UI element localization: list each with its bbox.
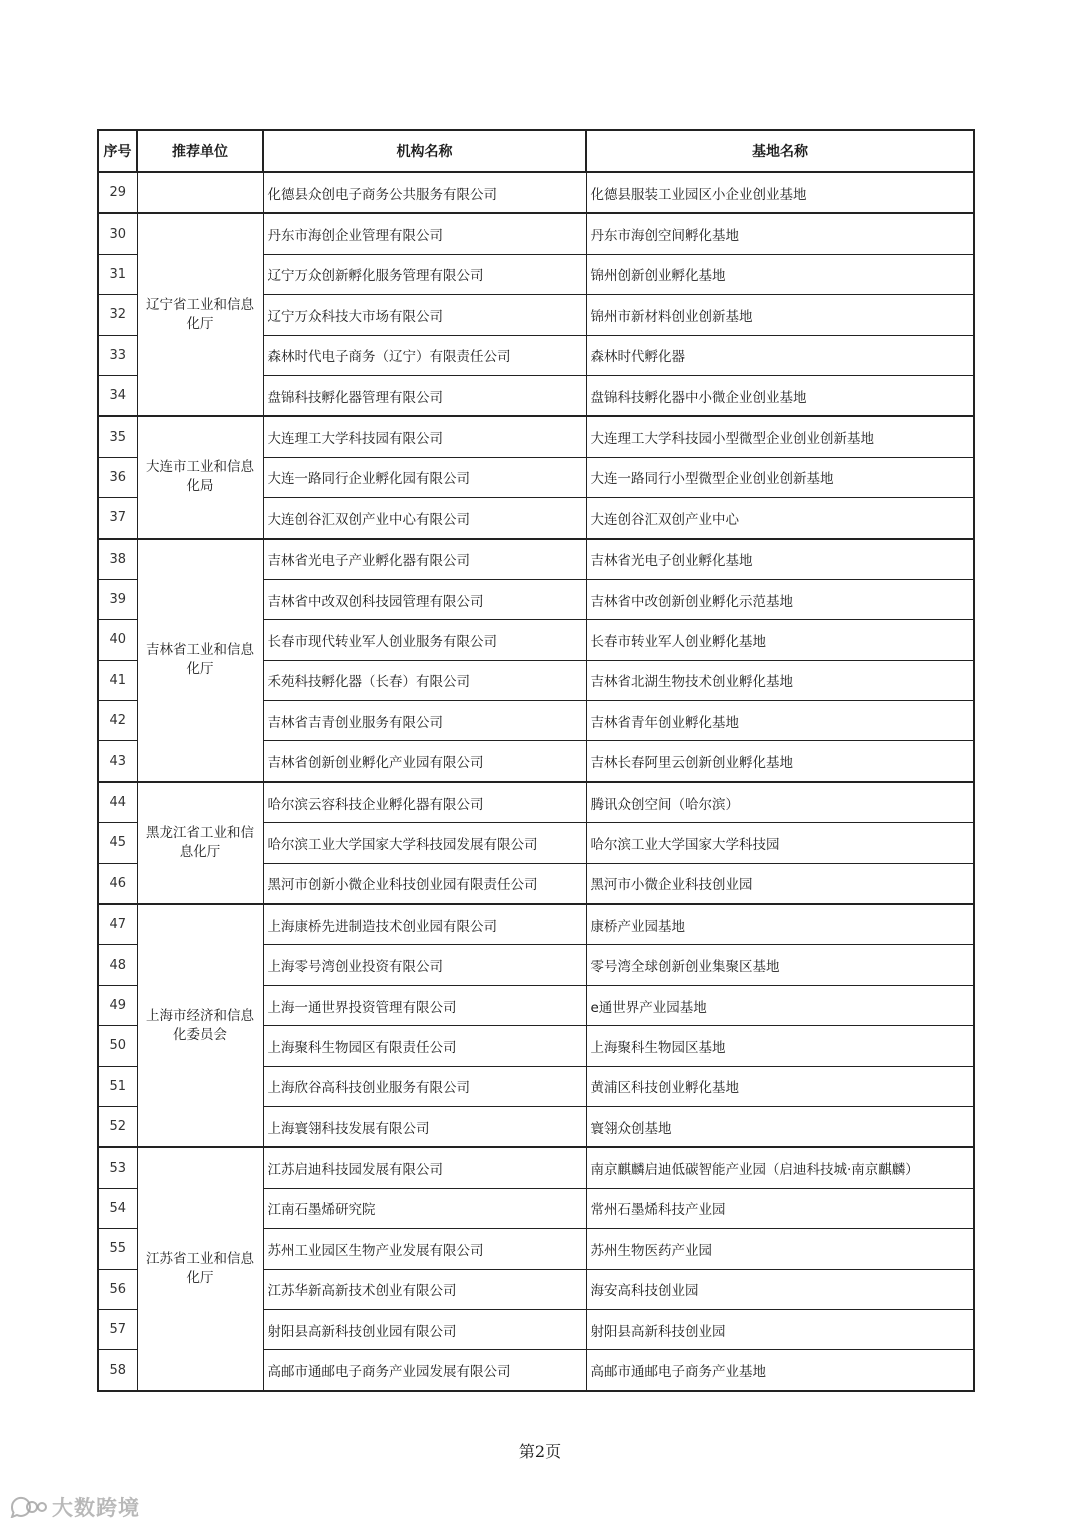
organization-name-cell: 上海零号湾创业投资有限公司 xyxy=(263,945,586,985)
header-index: 序号 xyxy=(98,130,137,172)
organization-name-cell: 哈尔滨工业大学国家大学科技园发展有限公司 xyxy=(263,823,586,863)
row-index: 42 xyxy=(98,701,137,741)
table-body xyxy=(98,172,974,1391)
recommending-unit-cell: 江苏省工业和信息化厅 xyxy=(137,1147,263,1390)
recommending-unit-cell: 黑龙江省工业和信息化厅 xyxy=(137,782,263,904)
header-recommending-unit: 推荐单位 xyxy=(137,130,263,172)
row-index: 58 xyxy=(98,1350,137,1391)
organization-name-cell: 丹东市海创企业管理有限公司 xyxy=(263,213,586,254)
base-name-cell: 大连一路同行小型微型企业创业创新基地 xyxy=(586,457,974,497)
organization-name-cell: 上海寰翎科技发展有限公司 xyxy=(263,1106,586,1147)
base-name-cell: 长春市转业军人创业孵化基地 xyxy=(586,620,974,660)
row-index: 31 xyxy=(98,254,137,294)
recommending-unit-cell: 吉林省工业和信息化厅 xyxy=(137,539,263,782)
row-index: 30 xyxy=(98,213,137,254)
base-name-cell: 吉林省光电子创业孵化基地 xyxy=(586,539,974,580)
watermark xyxy=(8,1492,140,1522)
row-index: 48 xyxy=(98,945,137,985)
organization-name-cell: 高邮市通邮电子商务产业园发展有限公司 xyxy=(263,1350,586,1391)
row-index: 45 xyxy=(98,823,137,863)
row-index: 39 xyxy=(98,579,137,619)
organization-name-cell: 辽宁万众科技大市场有限公司 xyxy=(263,295,586,335)
row-index: 38 xyxy=(98,539,137,580)
organization-name-cell: 禾苑科技孵化器（长春）有限公司 xyxy=(263,660,586,700)
base-name-cell: 锦州市新材料创业创新基地 xyxy=(586,295,974,335)
row-index: 32 xyxy=(98,295,137,335)
organization-name-cell: 江苏启迪科技园发展有限公司 xyxy=(263,1147,586,1188)
table-row xyxy=(98,904,974,945)
row-index: 57 xyxy=(98,1309,137,1349)
table-row xyxy=(98,172,974,213)
organization-name-cell: 盘锦科技孵化器管理有限公司 xyxy=(263,375,586,416)
recommending-unit-cell: 辽宁省工业和信息化厅 xyxy=(137,213,263,416)
recommending-unit-cell: 上海市经济和信息化委员会 xyxy=(137,904,263,1147)
base-name-cell: 大连创谷汇双创产业中心 xyxy=(586,498,974,539)
header-base-name: 基地名称 xyxy=(586,130,974,172)
organization-name-cell: 森林时代电子商务（辽宁）有限责任公司 xyxy=(263,335,586,375)
base-name-cell: 大连理工大学科技园小型微型企业创业创新基地 xyxy=(586,416,974,457)
base-name-cell: 苏州生物医药产业园 xyxy=(586,1229,974,1269)
base-name-cell: 射阳县高新科技创业园 xyxy=(586,1309,974,1349)
row-index: 33 xyxy=(98,335,137,375)
table-row xyxy=(98,416,974,457)
base-name-cell: 高邮市通邮电子商务产业基地 xyxy=(586,1350,974,1391)
row-index: 50 xyxy=(98,1026,137,1066)
recommending-unit-cell xyxy=(137,172,263,213)
row-index: 44 xyxy=(98,782,137,823)
row-index: 46 xyxy=(98,863,137,904)
organization-name-cell: 辽宁万众创新孵化服务管理有限公司 xyxy=(263,254,586,294)
row-index: 35 xyxy=(98,416,137,457)
base-name-cell: 黑河市小微企业科技创业园 xyxy=(586,863,974,904)
organization-name-cell: 黑河市创新小微企业科技创业园有限责任公司 xyxy=(263,863,586,904)
organization-name-cell: 大连创谷汇双创产业中心有限公司 xyxy=(263,498,586,539)
incubator-base-table xyxy=(97,129,975,1392)
organization-name-cell: 长春市现代转业军人创业服务有限公司 xyxy=(263,620,586,660)
organization-name-cell: 吉林省吉青创业服务有限公司 xyxy=(263,701,586,741)
base-name-cell: 哈尔滨工业大学国家大学科技园 xyxy=(586,823,974,863)
chat-bubble-logo-icon xyxy=(8,1496,48,1518)
base-name-cell: 吉林省中改创新创业孵化示范基地 xyxy=(586,579,974,619)
base-name-cell: 吉林省北湖生物技术创业孵化基地 xyxy=(586,660,974,700)
row-index: 52 xyxy=(98,1106,137,1147)
base-name-cell: 常州石墨烯科技产业园 xyxy=(586,1188,974,1228)
organization-name-cell: 大连一路同行企业孵化园有限公司 xyxy=(263,457,586,497)
row-index: 49 xyxy=(98,985,137,1025)
organization-name-cell: 大连理工大学科技园有限公司 xyxy=(263,416,586,457)
row-index: 36 xyxy=(98,457,137,497)
base-name-cell: 锦州创新创业孵化基地 xyxy=(586,254,974,294)
table-row xyxy=(98,539,974,580)
row-index: 47 xyxy=(98,904,137,945)
base-name-cell: e通世界产业园基地 xyxy=(586,985,974,1025)
organization-name-cell: 上海聚科生物园区有限责任公司 xyxy=(263,1026,586,1066)
row-index: 41 xyxy=(98,660,137,700)
base-name-cell: 丹东市海创空间孵化基地 xyxy=(586,213,974,254)
table-row xyxy=(98,213,974,254)
row-index: 51 xyxy=(98,1066,137,1106)
organization-name-cell: 吉林省光电子产业孵化器有限公司 xyxy=(263,539,586,580)
base-name-cell: 吉林长春阿里云创新创业孵化基地 xyxy=(586,741,974,782)
base-name-cell: 化德县服装工业园区小企业创业基地 xyxy=(586,172,974,213)
organization-name-cell: 江苏华新高新技术创业有限公司 xyxy=(263,1269,586,1309)
base-name-cell: 南京麒麟启迪低碳智能产业园（启迪科技城·南京麒麟） xyxy=(586,1147,974,1188)
row-index: 29 xyxy=(98,172,137,213)
base-name-cell: 寰翎众创基地 xyxy=(586,1106,974,1147)
organization-name-cell: 上海欣谷高科技创业服务有限公司 xyxy=(263,1066,586,1106)
row-index: 40 xyxy=(98,620,137,660)
recommending-unit-cell: 大连市工业和信息化局 xyxy=(137,416,263,538)
row-index: 37 xyxy=(98,498,137,539)
base-name-cell: 吉林省青年创业孵化基地 xyxy=(586,701,974,741)
base-name-cell: 上海聚科生物园区基地 xyxy=(586,1026,974,1066)
table-row xyxy=(98,1147,974,1188)
organization-name-cell: 上海康桥先进制造技术创业园有限公司 xyxy=(263,904,586,945)
watermark-text: 大数跨境 xyxy=(52,1496,140,1520)
organization-name-cell: 射阳县高新科技创业园有限公司 xyxy=(263,1309,586,1349)
base-name-cell: 零号湾全球创新创业集聚区基地 xyxy=(586,945,974,985)
base-name-cell: 腾讯众创空间（哈尔滨） xyxy=(586,782,974,823)
base-name-cell: 黄浦区科技创业孵化基地 xyxy=(586,1066,974,1106)
row-index: 53 xyxy=(98,1147,137,1188)
page-number: 第2页 xyxy=(518,1442,562,1461)
base-name-cell: 盘锦科技孵化器中小微企业创业基地 xyxy=(586,375,974,416)
organization-name-cell: 哈尔滨云容科技企业孵化器有限公司 xyxy=(263,782,586,823)
organization-name-cell: 化德县众创电子商务公共服务有限公司 xyxy=(263,172,586,213)
row-index: 43 xyxy=(98,741,137,782)
organization-name-cell: 上海一通世界投资管理有限公司 xyxy=(263,985,586,1025)
organization-name-cell: 苏州工业园区生物产业发展有限公司 xyxy=(263,1229,586,1269)
organization-name-cell: 吉林省创新创业孵化产业园有限公司 xyxy=(263,741,586,782)
row-index: 34 xyxy=(98,375,137,416)
base-name-cell: 康桥产业园基地 xyxy=(586,904,974,945)
table-header-row xyxy=(98,130,974,172)
table-row xyxy=(98,782,974,823)
organization-name-cell: 江南石墨烯研究院 xyxy=(263,1188,586,1228)
row-index: 56 xyxy=(98,1269,137,1309)
base-name-cell: 森林时代孵化器 xyxy=(586,335,974,375)
base-name-cell: 海安高科技创业园 xyxy=(586,1269,974,1309)
row-index: 55 xyxy=(98,1229,137,1269)
row-index: 54 xyxy=(98,1188,137,1228)
header-organization-name: 机构名称 xyxy=(263,130,586,172)
organization-name-cell: 吉林省中改双创科技园管理有限公司 xyxy=(263,579,586,619)
